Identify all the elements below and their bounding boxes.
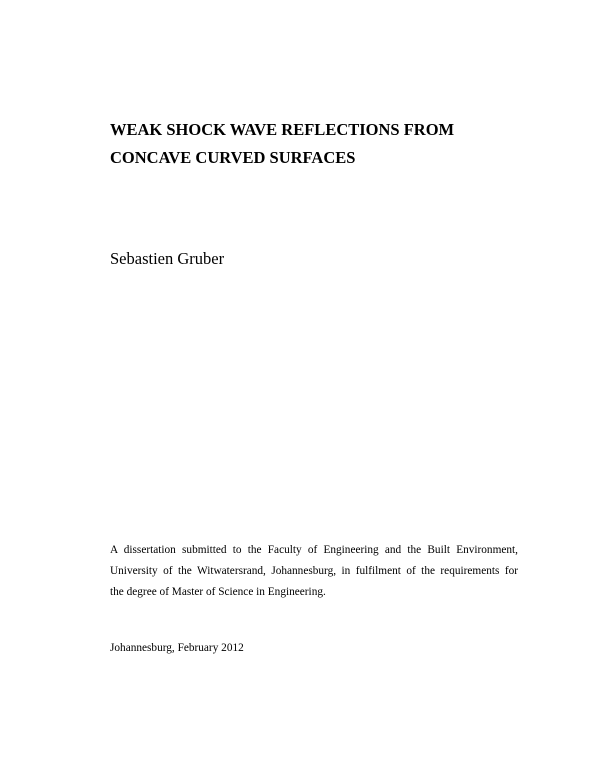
author-name: Sebastien Gruber — [110, 249, 225, 268]
thesis-title-line-2: CONCAVE CURVED SURFACES — [110, 148, 356, 167]
thesis-title-line-1: WEAK SHOCK WAVE REFLECTIONS FROM — [110, 120, 455, 139]
statement-line-3: the degree of Master of Science in Engineering. — [110, 586, 326, 598]
dissertation-statement — [110, 540, 518, 603]
statement-line-2: University of the Witwatersrand, Johannesburg, in fulfilment of the requirements for — [110, 565, 518, 577]
statement-line-1: A dissertation submitted to the Faculty of Engineering and the Built Environment, — [110, 544, 518, 556]
place-and-date: Johannesburg, February 2012 — [110, 642, 244, 654]
